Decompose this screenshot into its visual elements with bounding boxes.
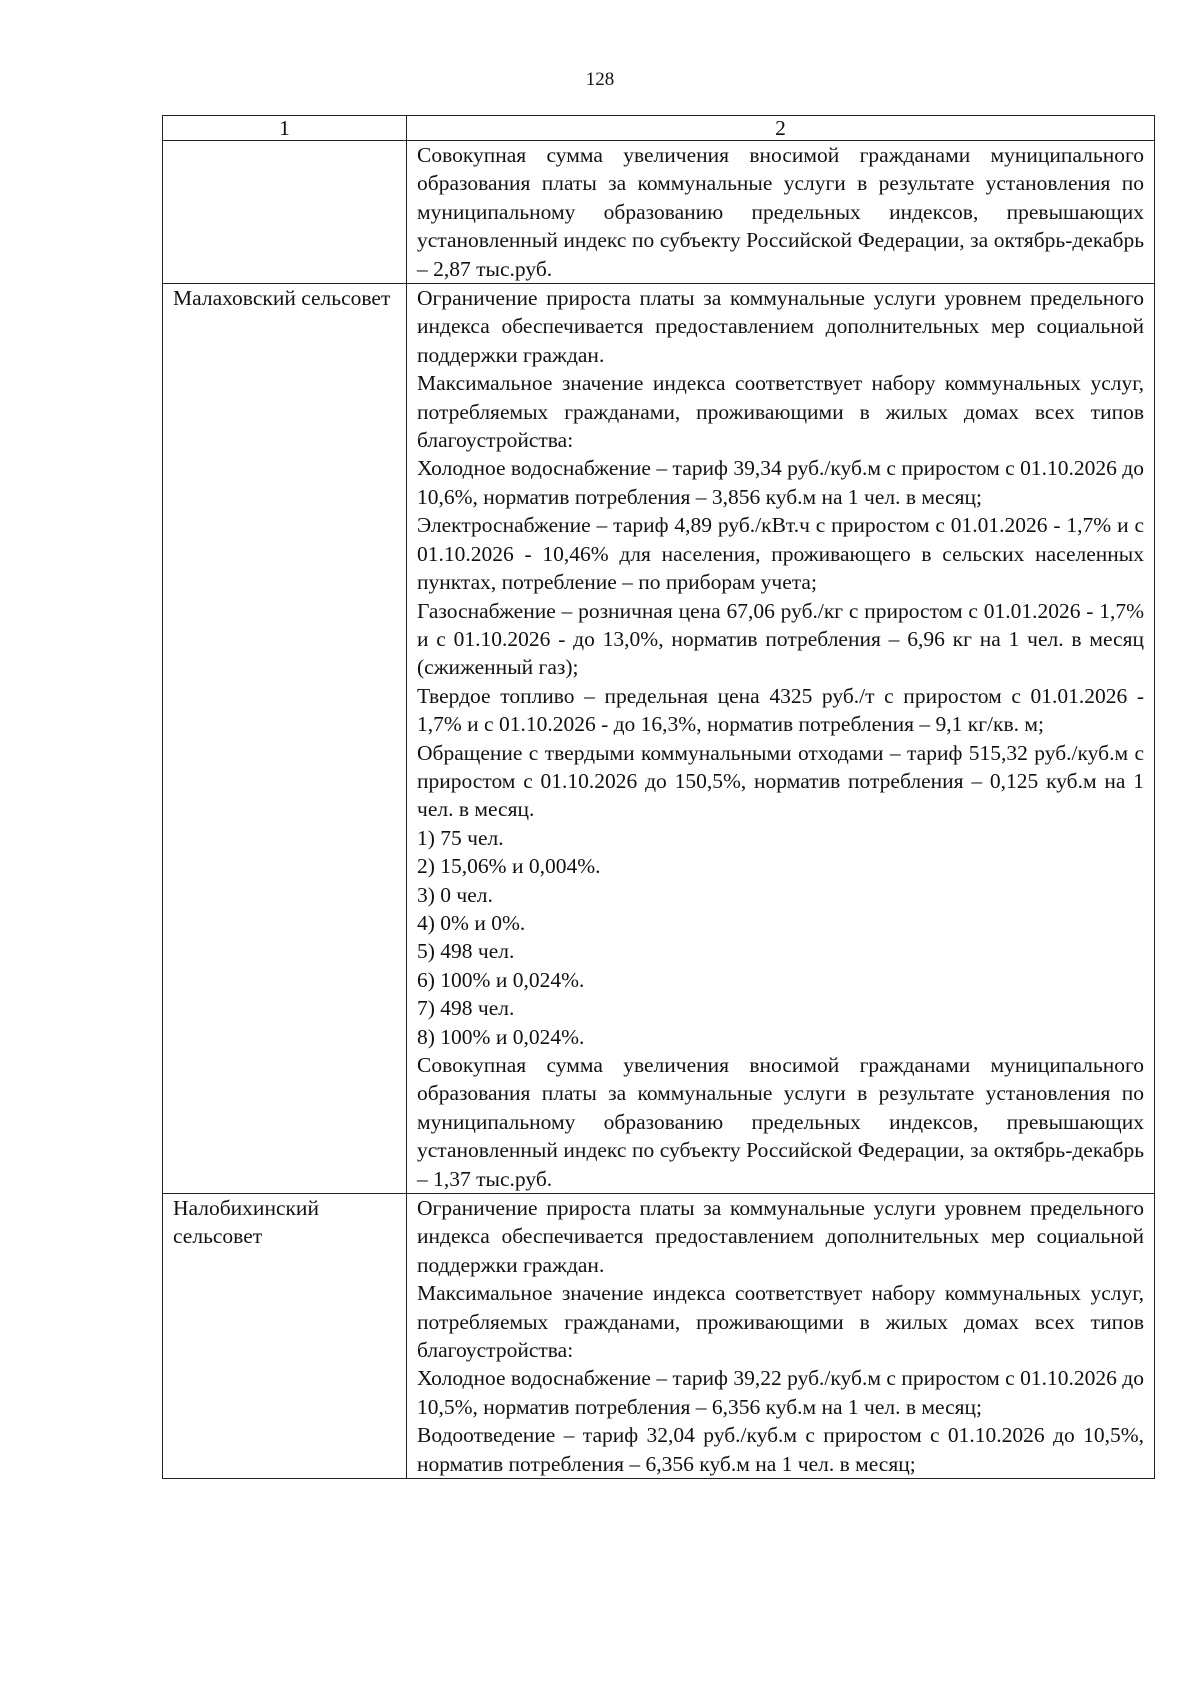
list-item: 7) 498 чел. (417, 996, 515, 1021)
description-cell (407, 1194, 1155, 1479)
summary-paragraph: Совокупная сумма увеличения вносимой гражданами муниципального образования платы за коммунальные услуги в результате установления по муниципальному образованию предельных индексов, превышающих установленный индекс по субъекту Российской Федерации, за октябрь-декабрь – 2,87 тыс.руб. (417, 143, 1144, 281)
paragraph: Холодное водоснабжение – тариф 39,22 руб./куб.м с приростом с 01.10.2026 до 10,5%, норматив потребления – 6,356 куб.м на 1 чел. в месяц; (417, 1366, 1144, 1419)
list-item: 4) 0% и 0%. (417, 910, 526, 935)
table-row (163, 284, 1155, 1194)
table-row (163, 141, 1155, 284)
page-number: 128 (585, 69, 615, 90)
list-item: 5) 498 чел. (417, 939, 515, 964)
description-cell (407, 284, 1155, 1194)
paragraph: Ограничение прироста платы за коммунальные услуги уровнем предельного индекса обеспечивается предоставлением дополнительных мер социальной поддержки граждан. (417, 1196, 1144, 1277)
paragraph: Электроснабжение – тариф 4,89 руб./кВт.ч с приростом с 01.01.2026 - 1,7% и с 01.10.2026 - 10,46% для населения, проживающего в сельских населенных пунктах, потребление – по приборам учета; (417, 513, 1144, 595)
municipal-tariff-table (162, 115, 1155, 1479)
summary-paragraph: Совокупная сумма увеличения вносимой гражданами муниципального образования платы за коммунальные услуги в результате установления по муниципальному образованию предельных индексов, превышающих установленный индекс по субъекту Российской Федерации, за октябрь-декабрь – 1,37 тыс.руб. (417, 1053, 1144, 1191)
list-item: 3) 0 чел. (417, 882, 493, 907)
column-header-1: 1 (163, 116, 407, 141)
list-item: 6) 100% и 0,024%. (417, 967, 585, 992)
column-header-2: 2 (407, 116, 1155, 141)
paragraph: Ограничение прироста платы за коммунальные услуги уровнем предельного индекса обеспечивается предоставлением дополнительных мер социальной поддержки граждан. (417, 286, 1144, 367)
municipality-name-cell (163, 141, 407, 284)
list-item: 8) 100% и 0,024%. (417, 1024, 585, 1049)
list-item: 1) 75 чел. (417, 825, 504, 850)
municipality-name-cell: Малаховский сельсовет (163, 284, 407, 1194)
paragraph: Обращение с твердыми коммунальными отходами – тариф 515,32 руб./куб.м с приростом с 01.10.2026 до 150,5%, норматив потребления – 0,125 куб.м на 1 чел. в месяц. (417, 740, 1144, 822)
paragraph: Газоснабжение – розничная цена 67,06 руб./кг с приростом с 01.01.2026 - 1,7% и с 01.10.2026 - до 13,0%, норматив потребления – 6,96 кг на 1 чел. в месяц (сжиженный газ); (417, 598, 1144, 680)
paragraph: Водоотведение – тариф 32,04 руб./куб.м с приростом с 01.10.2026 до 10,5%, норматив потребления – 6,356 куб.м на 1 чел. в месяц; (417, 1423, 1144, 1476)
paragraph: Твердое топливо – предельная цена 4325 руб./т с приростом с 01.01.2026 - 1,7% и с 01.10.2026 - до 16,3%, норматив потребления – 9,1 кг/кв. м; (417, 683, 1144, 737)
table-row (163, 1194, 1155, 1479)
list-item: 2) 15,06% и 0,004%. (417, 854, 601, 879)
paragraph: Холодное водоснабжение – тариф 39,34 руб./куб.м с приростом с 01.10.2026 до 10,6%, норматив потребления – 3,856 куб.м на 1 чел. в месяц; (417, 456, 1144, 509)
paragraph: Максимальное значение индекса соответствует набору коммунальных услуг, потребляемых гражданами, проживающими в жилых домах всех типов благоустройства: (417, 1281, 1144, 1363)
paragraph: Максимальное значение индекса соответствует набору коммунальных услуг, потребляемых гражданами, проживающими в жилых домах всех типов благоустройства: (417, 371, 1144, 453)
table-header-row (163, 116, 1155, 141)
municipality-name-cell: Налобихинский сельсовет (163, 1194, 407, 1479)
description-cell (407, 141, 1155, 284)
